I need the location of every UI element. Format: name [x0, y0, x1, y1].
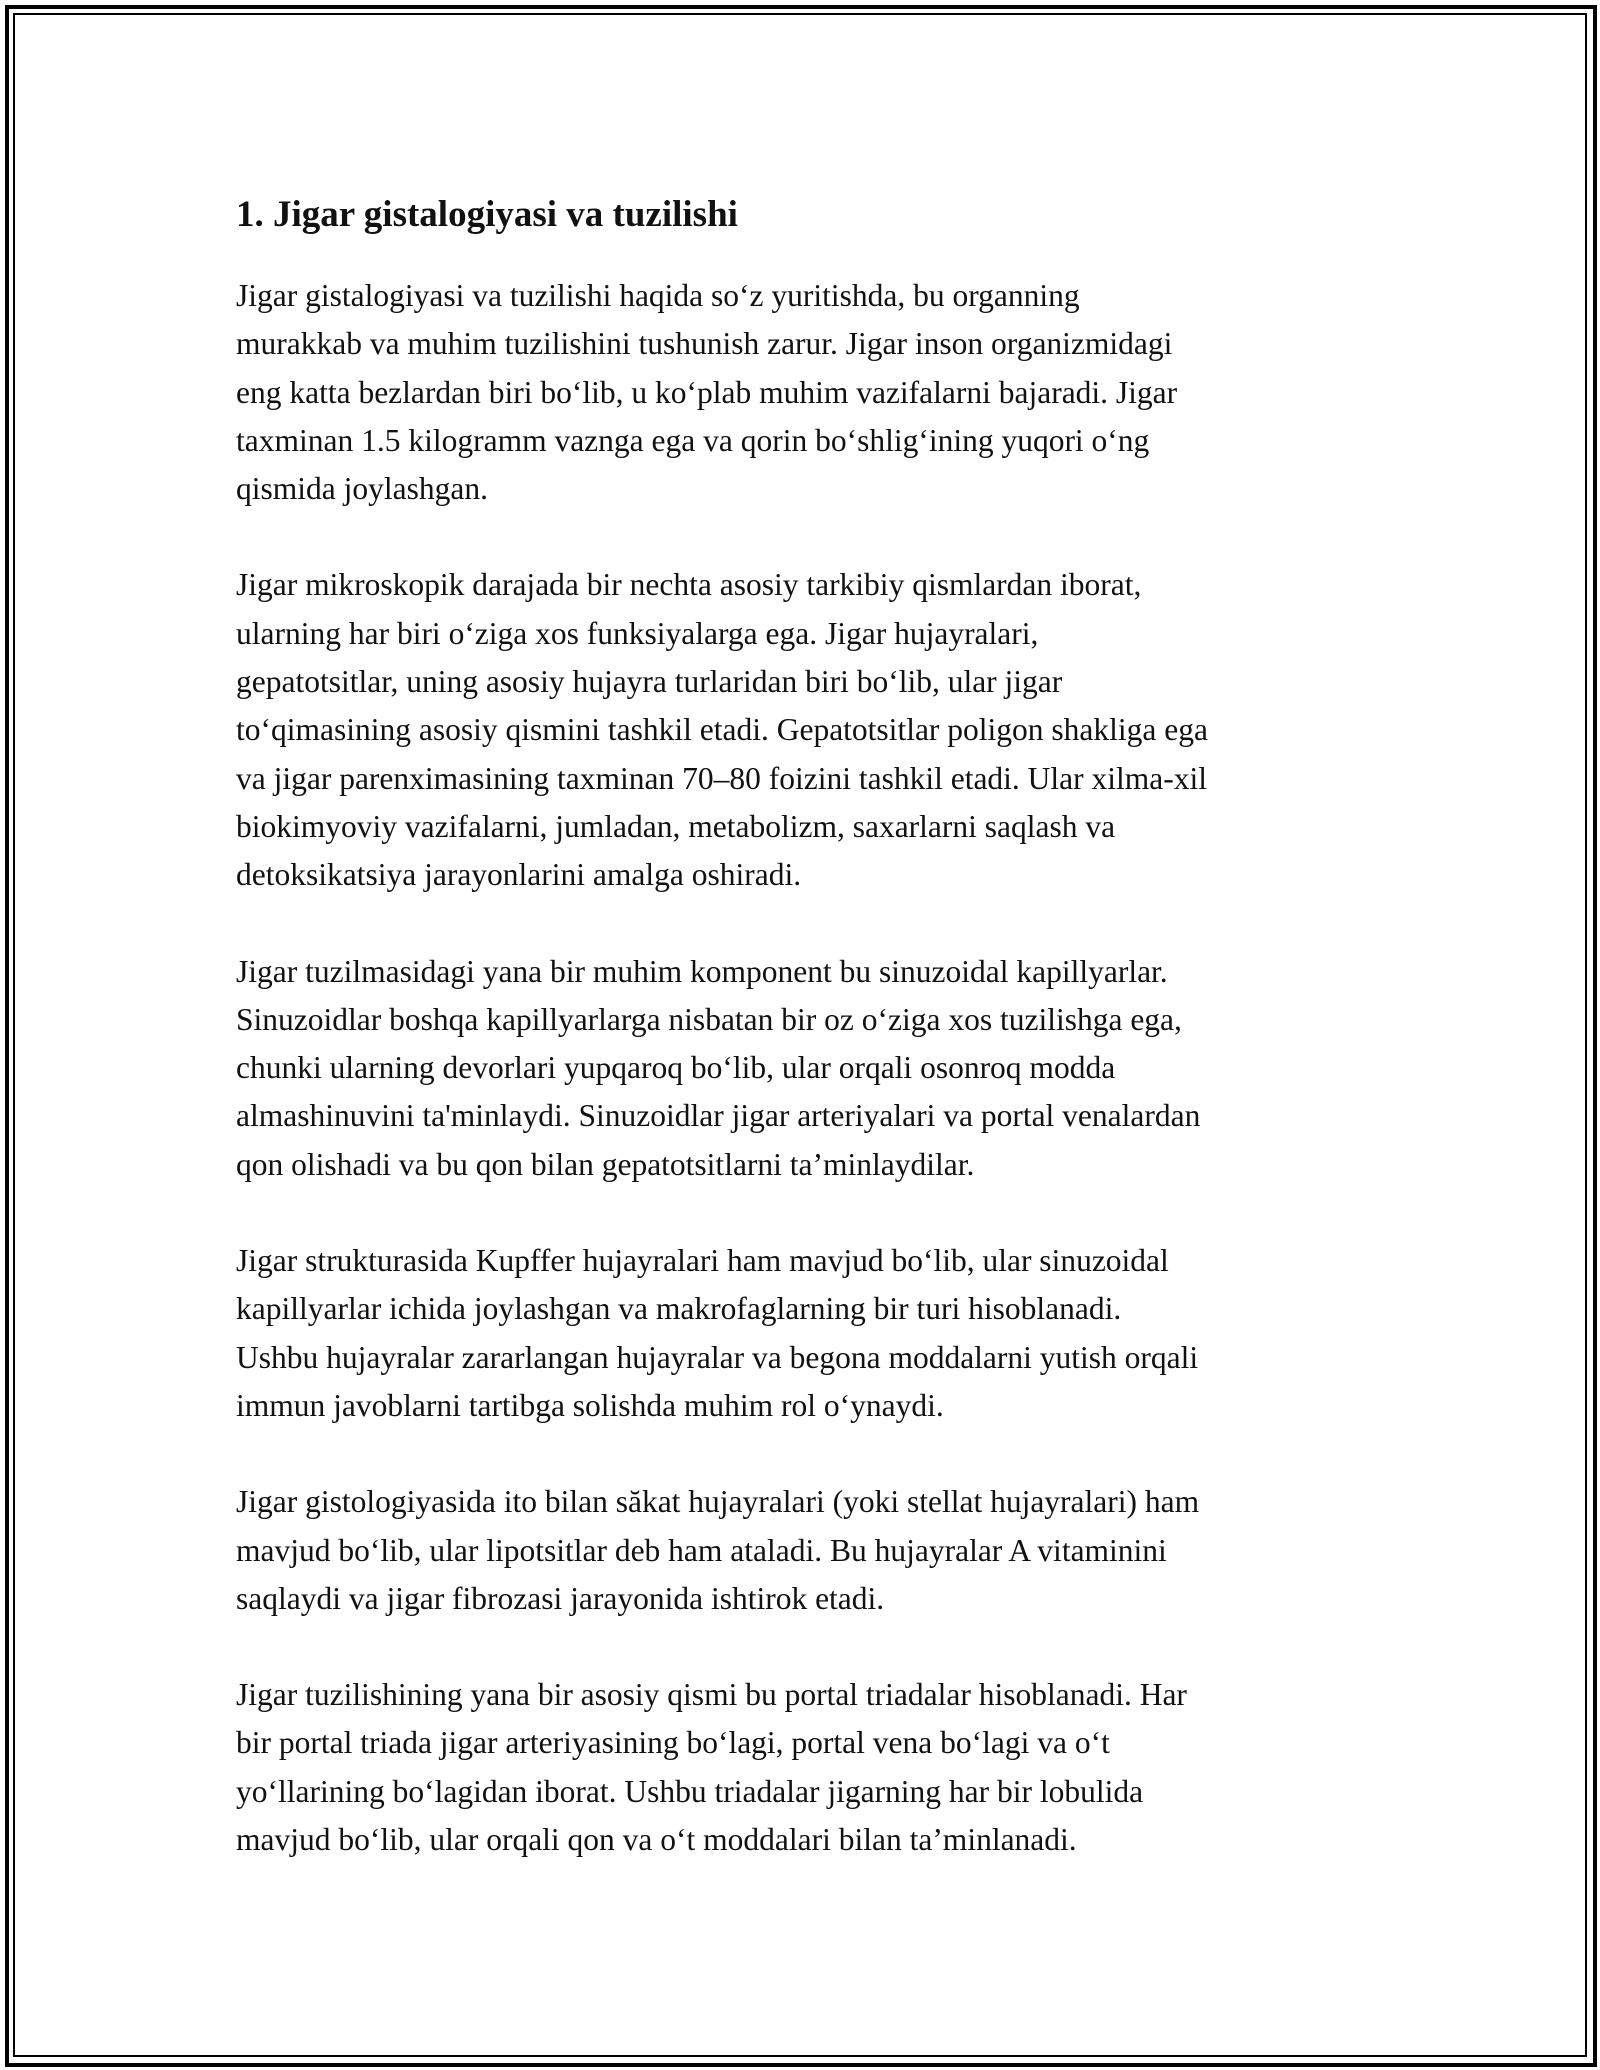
paragraph-intro: Jigar gistalogiyasi va tuzilishi haqida so‘z yuritishda, bu organning murakkab va muhim tuzilishini tushunish zarur. Jigar inson organizmidagi eng katta bezlardan biri bo‘lib, u ko‘plab muhim vazifalarni bajaradi. Jigar taxminan 1.5 kilogramm vaznga ega va qorin bo‘shlig‘ining yuqori o‘ng qismida joylashgan.	[236, 278, 1178, 507]
paragraph-sinusoids: Jigar tuzilmasidagi yana bir muhim komponent bu sinuzoidal kapillyarlar. Sinuzoidlar boshqa kapillyarlarga nisbatan bir oz o‘ziga xos tuzilishga ega, chunki ularning devorlari yupqaroq bo‘lib, ular orqali osonroq modda almashinuvini ta'minlaydi. Sinuzoidlar jigar arteriyalari va portal venalardan qon olishadi va bu qon bilan gepatotsitlarni ta’minlaydilar.	[236, 953, 1201, 1182]
paragraph-kupffer-cells: Jigar strukturasida Kupffer hujayralari ham mavjud bo‘lib, ular sinuzoidal kapillyarlar ichida joylashgan va makrofaglarning bir turi hisoblanadi. Ushbu hujayralar zararlangan hujayralar va begona moddalarni yutish orqali immun javoblarni tartibga solishda muhim rol o‘ynaydi.	[236, 1243, 1199, 1423]
paragraph-stellate-cells: Jigar gistologiyasida ito bilan săkat hujayralari (yoki stellat hujayralari) ham mavjud bo‘lib, ular lipotsitlar deb ham ataladi. Bu hujayralar A vitaminini saqlaydi va jigar fibrozasi jarayonida ishtirok etadi.	[236, 1484, 1200, 1616]
paragraph-hepatocytes: Jigar mikroskopik darajada bir nechta asosiy tarkibiy qismlardan iborat, ularning har biri o‘ziga xos funksiyalarga ega. Jigar hujayralari, gepatotsitlar, uning asosiy hujayra turlaridan biri bo‘lib, ular jigar to‘qimasining asosiy qismini tashkil etadi. Gepatotsitlar poligon shakliga ega va jigar parenximasining taxminan 70–80 foizini tashkil etadi. Ular xilma-xil biokimyoviy vazifalarni, jumladan, metabolizm, saxarlarni saqlash va detoksikatsiya jarayonlarini amalga oshiradi.	[236, 567, 1208, 893]
section-title: 1. Jigar gistalogiyasi va tuzilishi	[236, 194, 738, 235]
document-body	[236, 190, 1376, 1912]
paragraph-portal-triads: Jigar tuzilishining yana bir asosiy qismi bu portal triadalar hisoblanadi. Har bir portal triada jigar arteriyasining bo‘lagi, portal vena bo‘lagi va o‘t yo‘llarining bo‘lagidan iborat. Ushbu triadalar jigarning har bir lobulida mavjud bo‘lib, ular orqali qon va o‘t moddalari bilan ta’minlanadi.	[236, 1677, 1187, 1858]
